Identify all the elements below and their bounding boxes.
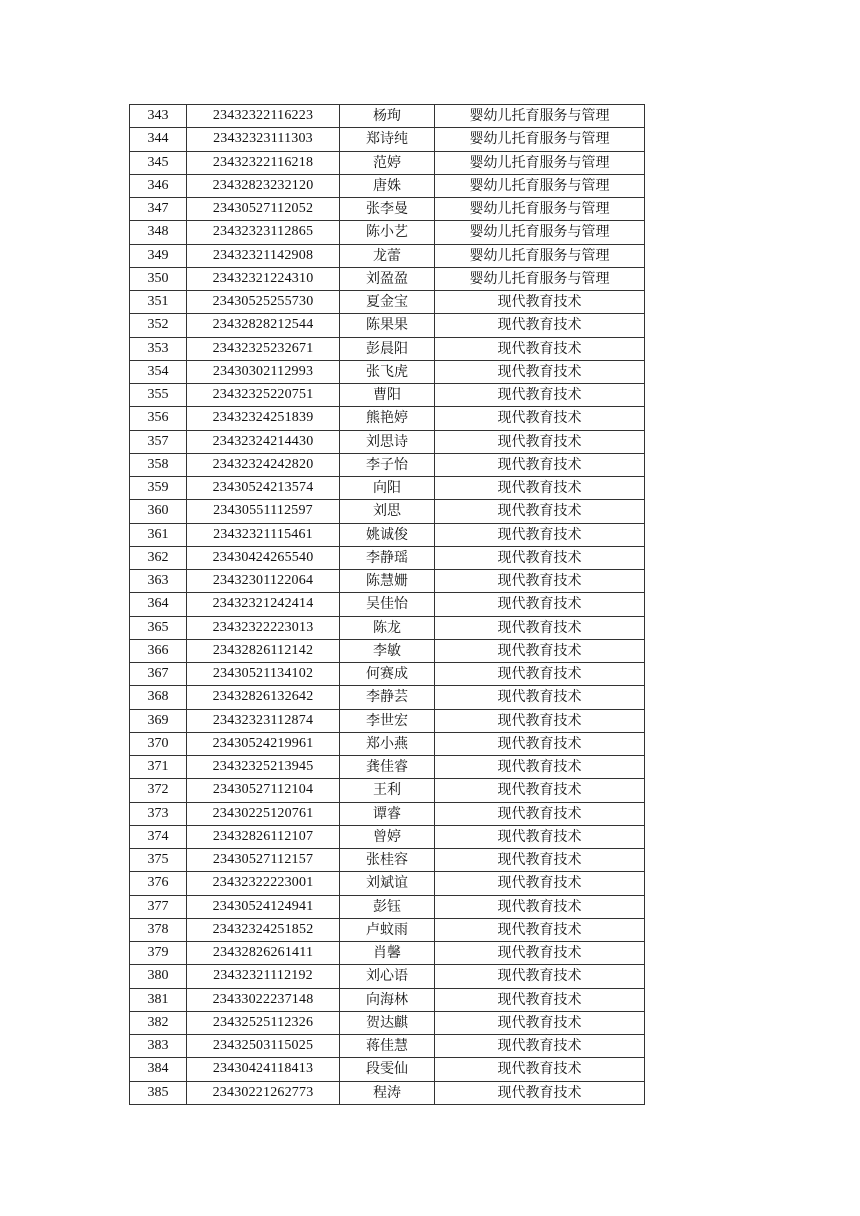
table-row	[130, 384, 645, 407]
student-id-cell: 23432826261411	[187, 942, 340, 965]
seq-cell: 350	[130, 267, 187, 290]
student-name-cell: 陈龙	[340, 616, 435, 639]
student-id-cell: 23432321224310	[187, 267, 340, 290]
table-row	[130, 430, 645, 453]
table-row	[130, 1058, 645, 1081]
student-id-cell: 23430524213574	[187, 477, 340, 500]
table-row	[130, 291, 645, 314]
student-name-cell: 向阳	[340, 477, 435, 500]
student-name-cell: 李世宏	[340, 709, 435, 732]
table-row	[130, 849, 645, 872]
table-row	[130, 244, 645, 267]
table-row	[130, 500, 645, 523]
major-cell: 现代教育技术	[435, 756, 645, 779]
table-row	[130, 337, 645, 360]
table-row	[130, 825, 645, 848]
table-row	[130, 872, 645, 895]
major-cell: 现代教育技术	[435, 849, 645, 872]
table-row	[130, 105, 645, 128]
major-cell: 现代教育技术	[435, 593, 645, 616]
seq-cell: 365	[130, 616, 187, 639]
major-cell: 现代教育技术	[435, 872, 645, 895]
student-name-cell: 张李曼	[340, 198, 435, 221]
seq-cell: 360	[130, 500, 187, 523]
seq-cell: 369	[130, 709, 187, 732]
seq-cell: 355	[130, 384, 187, 407]
student-name-cell: 卢蚊雨	[340, 918, 435, 941]
table-row	[130, 407, 645, 430]
seq-cell: 385	[130, 1081, 187, 1104]
major-cell: 现代教育技术	[435, 779, 645, 802]
student-name-cell: 段雯仙	[340, 1058, 435, 1081]
student-name-cell: 陈慧姗	[340, 570, 435, 593]
major-cell: 现代教育技术	[435, 1035, 645, 1058]
major-cell: 现代教育技术	[435, 1058, 645, 1081]
major-cell: 现代教育技术	[435, 639, 645, 662]
student-id-cell: 23432322116223	[187, 105, 340, 128]
seq-cell: 362	[130, 546, 187, 569]
seq-cell: 357	[130, 430, 187, 453]
student-name-cell: 王利	[340, 779, 435, 802]
major-cell: 现代教育技术	[435, 663, 645, 686]
table-row	[130, 593, 645, 616]
student-name-cell: 唐姝	[340, 174, 435, 197]
major-cell: 现代教育技术	[435, 988, 645, 1011]
student-id-cell: 23432301122064	[187, 570, 340, 593]
seq-cell: 371	[130, 756, 187, 779]
seq-cell: 343	[130, 105, 187, 128]
student-name-cell: 范婷	[340, 151, 435, 174]
major-cell: 婴幼儿托育服务与管理	[435, 105, 645, 128]
student-id-cell: 23432826112142	[187, 639, 340, 662]
major-cell: 现代教育技术	[435, 686, 645, 709]
student-name-cell: 夏金宝	[340, 291, 435, 314]
student-name-cell: 吴佳怡	[340, 593, 435, 616]
major-cell: 现代教育技术	[435, 942, 645, 965]
seq-cell: 364	[130, 593, 187, 616]
student-name-cell: 李静芸	[340, 686, 435, 709]
major-cell: 现代教育技术	[435, 732, 645, 755]
table-row	[130, 732, 645, 755]
major-cell: 现代教育技术	[435, 453, 645, 476]
student-id-cell: 23432321142908	[187, 244, 340, 267]
table-row	[130, 523, 645, 546]
student-name-cell: 刘思	[340, 500, 435, 523]
major-cell: 婴幼儿托育服务与管理	[435, 221, 645, 244]
major-cell: 现代教育技术	[435, 477, 645, 500]
major-cell: 现代教育技术	[435, 384, 645, 407]
table-row	[130, 360, 645, 383]
student-name-cell: 刘斌谊	[340, 872, 435, 895]
student-name-cell: 曾婷	[340, 825, 435, 848]
student-id-cell: 23432826112107	[187, 825, 340, 848]
student-id-cell: 23432321115461	[187, 523, 340, 546]
student-id-cell: 23432525112326	[187, 1011, 340, 1034]
table-row	[130, 895, 645, 918]
student-id-cell: 23432324214430	[187, 430, 340, 453]
major-cell: 现代教育技术	[435, 500, 645, 523]
student-id-cell: 23432322116218	[187, 151, 340, 174]
student-id-cell: 23433022237148	[187, 988, 340, 1011]
table-row	[130, 453, 645, 476]
student-id-cell: 23430527112157	[187, 849, 340, 872]
student-id-cell: 23430551112597	[187, 500, 340, 523]
table-row	[130, 756, 645, 779]
seq-cell: 352	[130, 314, 187, 337]
table-row	[130, 1011, 645, 1034]
student-name-cell: 李静瑶	[340, 546, 435, 569]
student-name-cell: 陈果果	[340, 314, 435, 337]
seq-cell: 376	[130, 872, 187, 895]
seq-cell: 348	[130, 221, 187, 244]
student-id-cell: 23430527112104	[187, 779, 340, 802]
student-name-cell: 龙蕾	[340, 244, 435, 267]
table-row	[130, 174, 645, 197]
student-name-cell: 郑诗纯	[340, 128, 435, 151]
student-id-cell: 23432325232671	[187, 337, 340, 360]
student-id-cell: 23432324251839	[187, 407, 340, 430]
student-id-cell: 23430521134102	[187, 663, 340, 686]
table-row	[130, 546, 645, 569]
table-row	[130, 616, 645, 639]
roster-table	[129, 104, 645, 1105]
student-name-cell: 彭晨阳	[340, 337, 435, 360]
seq-cell: 346	[130, 174, 187, 197]
major-cell: 现代教育技术	[435, 407, 645, 430]
student-name-cell: 彭钰	[340, 895, 435, 918]
table-row	[130, 663, 645, 686]
student-name-cell: 谭睿	[340, 802, 435, 825]
major-cell: 现代教育技术	[435, 709, 645, 732]
student-id-cell: 23430221262773	[187, 1081, 340, 1104]
student-name-cell: 刘思诗	[340, 430, 435, 453]
major-cell: 现代教育技术	[435, 965, 645, 988]
major-cell: 婴幼儿托育服务与管理	[435, 244, 645, 267]
seq-cell: 377	[130, 895, 187, 918]
student-id-cell: 23432323111303	[187, 128, 340, 151]
student-id-cell: 23432322223013	[187, 616, 340, 639]
table-row	[130, 639, 645, 662]
seq-cell: 344	[130, 128, 187, 151]
seq-cell: 361	[130, 523, 187, 546]
student-id-cell: 23432503115025	[187, 1035, 340, 1058]
major-cell: 现代教育技术	[435, 360, 645, 383]
seq-cell: 373	[130, 802, 187, 825]
table-row	[130, 1035, 645, 1058]
major-cell: 婴幼儿托育服务与管理	[435, 174, 645, 197]
student-id-cell: 23432325220751	[187, 384, 340, 407]
seq-cell: 384	[130, 1058, 187, 1081]
major-cell: 现代教育技术	[435, 546, 645, 569]
major-cell: 现代教育技术	[435, 314, 645, 337]
student-name-cell: 李敏	[340, 639, 435, 662]
major-cell: 现代教育技术	[435, 918, 645, 941]
student-name-cell: 刘盈盈	[340, 267, 435, 290]
seq-cell: 366	[130, 639, 187, 662]
seq-cell: 353	[130, 337, 187, 360]
student-name-cell: 何赛成	[340, 663, 435, 686]
table-row	[130, 965, 645, 988]
seq-cell: 363	[130, 570, 187, 593]
major-cell: 现代教育技术	[435, 825, 645, 848]
seq-cell: 354	[130, 360, 187, 383]
student-id-cell: 23432321242414	[187, 593, 340, 616]
table-row	[130, 198, 645, 221]
table-row	[130, 570, 645, 593]
student-name-cell: 姚诚俊	[340, 523, 435, 546]
seq-cell: 374	[130, 825, 187, 848]
student-name-cell: 贺达麒	[340, 1011, 435, 1034]
seq-cell: 367	[130, 663, 187, 686]
student-name-cell: 向海林	[340, 988, 435, 1011]
student-id-cell: 23432828212544	[187, 314, 340, 337]
major-cell: 婴幼儿托育服务与管理	[435, 198, 645, 221]
student-name-cell: 曹阳	[340, 384, 435, 407]
student-id-cell: 23432324251852	[187, 918, 340, 941]
student-name-cell: 肖馨	[340, 942, 435, 965]
student-id-cell: 23430225120761	[187, 802, 340, 825]
major-cell: 婴幼儿托育服务与管理	[435, 267, 645, 290]
student-name-cell: 龚佳睿	[340, 756, 435, 779]
student-id-cell: 23432322223001	[187, 872, 340, 895]
table-row	[130, 267, 645, 290]
seq-cell: 381	[130, 988, 187, 1011]
seq-cell: 358	[130, 453, 187, 476]
major-cell: 现代教育技术	[435, 523, 645, 546]
table-row	[130, 942, 645, 965]
major-cell: 现代教育技术	[435, 616, 645, 639]
student-id-cell: 23432323112865	[187, 221, 340, 244]
student-name-cell: 郑小燕	[340, 732, 435, 755]
student-id-cell: 23432823232120	[187, 174, 340, 197]
major-cell: 现代教育技术	[435, 430, 645, 453]
seq-cell: 370	[130, 732, 187, 755]
seq-cell: 345	[130, 151, 187, 174]
major-cell: 现代教育技术	[435, 291, 645, 314]
table-row	[130, 1081, 645, 1104]
major-cell: 婴幼儿托育服务与管理	[435, 128, 645, 151]
seq-cell: 351	[130, 291, 187, 314]
table-row	[130, 477, 645, 500]
student-id-cell: 23430525255730	[187, 291, 340, 314]
student-id-cell: 23430524124941	[187, 895, 340, 918]
major-cell: 现代教育技术	[435, 802, 645, 825]
seq-cell: 356	[130, 407, 187, 430]
table-row	[130, 709, 645, 732]
student-id-cell: 23430527112052	[187, 198, 340, 221]
student-id-cell: 23430424118413	[187, 1058, 340, 1081]
student-name-cell: 蒋佳慧	[340, 1035, 435, 1058]
major-cell: 现代教育技术	[435, 570, 645, 593]
student-id-cell: 23432325213945	[187, 756, 340, 779]
seq-cell: 372	[130, 779, 187, 802]
seq-cell: 383	[130, 1035, 187, 1058]
major-cell: 现代教育技术	[435, 337, 645, 360]
major-cell: 现代教育技术	[435, 895, 645, 918]
table-row	[130, 988, 645, 1011]
major-cell: 现代教育技术	[435, 1081, 645, 1104]
table-row	[130, 314, 645, 337]
student-id-cell: 23430302112993	[187, 360, 340, 383]
seq-cell: 368	[130, 686, 187, 709]
student-id-cell: 23430424265540	[187, 546, 340, 569]
student-id-cell: 23432323112874	[187, 709, 340, 732]
table-row	[130, 151, 645, 174]
seq-cell: 378	[130, 918, 187, 941]
student-name-cell: 程涛	[340, 1081, 435, 1104]
seq-cell: 379	[130, 942, 187, 965]
table-row	[130, 128, 645, 151]
student-name-cell: 熊艳婷	[340, 407, 435, 430]
student-id-cell: 23432324242820	[187, 453, 340, 476]
major-cell: 现代教育技术	[435, 1011, 645, 1034]
table-row	[130, 802, 645, 825]
table-row	[130, 221, 645, 244]
student-id-cell: 23432826132642	[187, 686, 340, 709]
student-id-cell: 23430524219961	[187, 732, 340, 755]
seq-cell: 375	[130, 849, 187, 872]
student-name-cell: 张飞虎	[340, 360, 435, 383]
seq-cell: 359	[130, 477, 187, 500]
student-name-cell: 张桂容	[340, 849, 435, 872]
student-name-cell: 陈小艺	[340, 221, 435, 244]
seq-cell: 382	[130, 1011, 187, 1034]
seq-cell: 347	[130, 198, 187, 221]
table-row	[130, 779, 645, 802]
seq-cell: 380	[130, 965, 187, 988]
student-id-cell: 23432321112192	[187, 965, 340, 988]
table-row	[130, 686, 645, 709]
roster-body	[130, 105, 645, 1105]
student-name-cell: 李子怡	[340, 453, 435, 476]
student-name-cell: 刘心语	[340, 965, 435, 988]
table-row	[130, 918, 645, 941]
major-cell: 婴幼儿托育服务与管理	[435, 151, 645, 174]
seq-cell: 349	[130, 244, 187, 267]
student-name-cell: 杨珣	[340, 105, 435, 128]
